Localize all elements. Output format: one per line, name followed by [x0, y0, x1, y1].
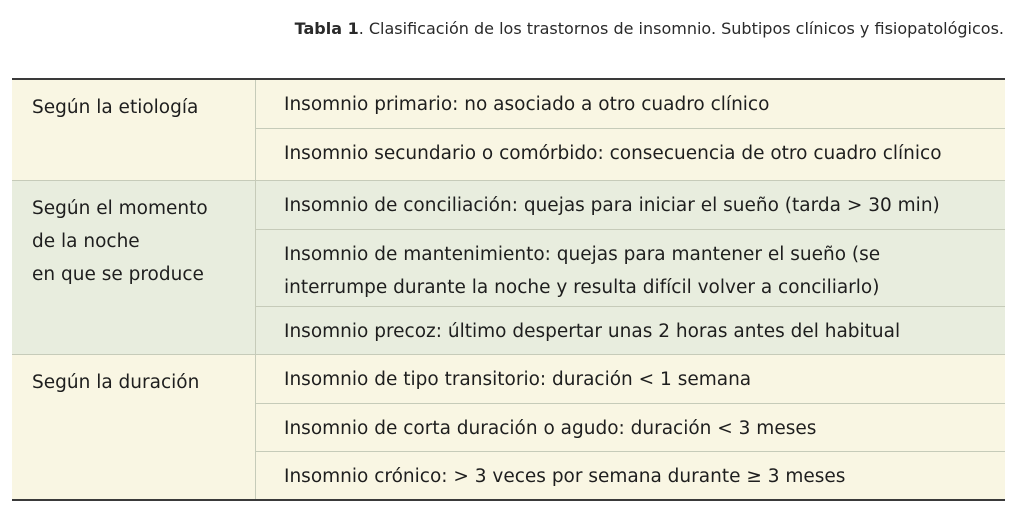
table-row — [256, 306, 1005, 354]
table-group-etiologia — [12, 80, 1005, 180]
table-group-momento — [12, 180, 1005, 354]
group-label-line: Según el momento — [32, 198, 208, 219]
row-text-line: interrumpe durante la noche y resulta difícil volver a conciliarlo) — [284, 277, 880, 298]
row-text-line: Insomnio de corta duración o agudo: duración < 3 meses — [284, 418, 817, 439]
table-caption — [295, 19, 1004, 38]
table-row — [256, 451, 1005, 499]
group-rows — [256, 355, 1005, 499]
group-label-line: de la noche — [32, 231, 140, 252]
table-row — [256, 181, 1005, 229]
row-text-line: Insomnio primario: no asociado a otro cuadro clínico — [284, 94, 770, 115]
table-row — [256, 403, 1005, 451]
table-row — [256, 355, 1005, 403]
table-row — [256, 128, 1005, 180]
group-label — [12, 355, 256, 499]
group-rows — [256, 181, 1005, 354]
table-row — [256, 80, 1005, 128]
row-text-line: Insomnio de mantenimiento: quejas para mantener el sueño (se — [284, 244, 881, 265]
table-caption-label: Tabla 1 — [294, 19, 359, 38]
group-label-line: en que se produce — [32, 264, 204, 285]
group-label — [12, 80, 256, 180]
group-label-line: Según la etiología — [32, 97, 199, 118]
classification-table — [12, 78, 1005, 501]
row-text-line: Insomnio crónico: > 3 veces por semana durante ≥ 3 meses — [284, 466, 846, 487]
table-caption-text: . Clasificación de los trastornos de insomnio. Subtipos clínicos y fisiopatológicos. — [358, 19, 1004, 38]
group-label — [12, 181, 256, 354]
row-text-line: Insomnio secundario o comórbido: consecuencia de otro cuadro clínico — [284, 143, 942, 164]
row-text-line: Insomnio precoz: último despertar unas 2 horas antes del habitual — [284, 321, 901, 342]
row-text-line: Insomnio de conciliación: quejas para iniciar el sueño (tarda > 30 min) — [284, 195, 940, 216]
group-rows — [256, 80, 1005, 180]
table-row — [256, 229, 1005, 306]
group-label-line: Según la duración — [32, 372, 200, 393]
row-text-line: Insomnio de tipo transitorio: duración < 1 semana — [284, 369, 752, 390]
table-group-duracion — [12, 354, 1005, 499]
